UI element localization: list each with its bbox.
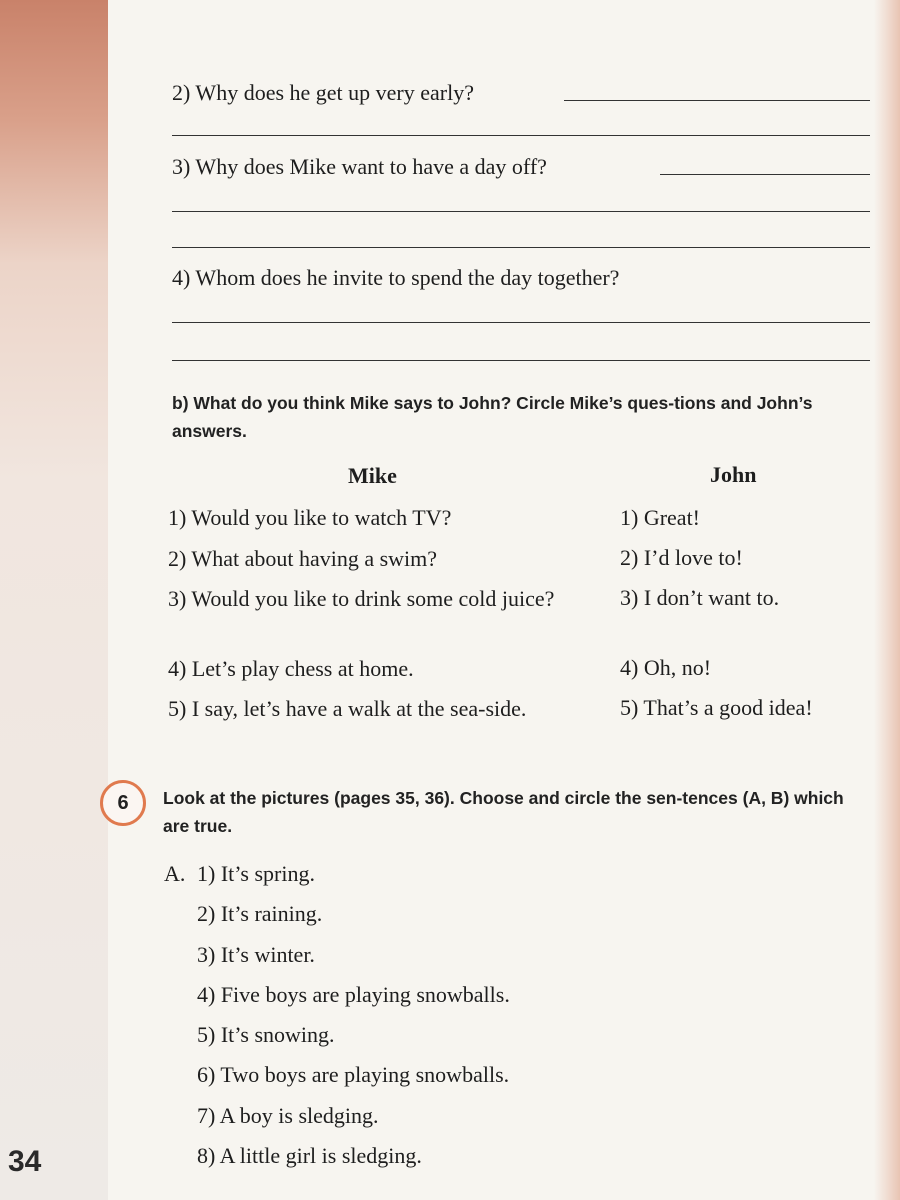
page-number: 34	[8, 1145, 42, 1178]
part-b-instruction: b) What do you think Mike says to John? Circle Mike’s ques-tions and John’s answers.	[172, 393, 813, 441]
answer-line[interactable]	[564, 100, 870, 101]
answer-line[interactable]	[172, 211, 870, 212]
mike-option[interactable]: 4) Let’s play chess at home.	[168, 656, 414, 681]
answer-line[interactable]	[172, 322, 870, 323]
answer-line[interactable]	[172, 360, 870, 361]
mike-option[interactable]: 3) Would you like to drink some cold juice?	[168, 586, 555, 611]
page-margin-strip	[0, 0, 108, 1200]
sentence-option[interactable]: 2) It’s raining.	[197, 901, 323, 926]
sentence-option[interactable]: 1) It’s spring.	[197, 861, 315, 886]
answer-line[interactable]	[172, 247, 870, 248]
mike-column-header: Mike	[348, 463, 397, 488]
sentence-option[interactable]: 3) It’s winter.	[197, 942, 315, 967]
mike-option[interactable]: 1) Would you like to watch TV?	[168, 505, 452, 530]
question-3: 3) Why does Mike want to have a day off?	[172, 154, 547, 179]
sentence-option[interactable]: 4) Five boys are playing snowballs.	[197, 982, 510, 1007]
john-option[interactable]: 4) Oh, no!	[620, 655, 712, 680]
mike-option[interactable]: 2) What about having a swim?	[168, 546, 438, 571]
john-option[interactable]: 5) That’s a good idea!	[620, 695, 813, 720]
answer-line[interactable]	[660, 174, 870, 175]
exercise-6-instruction: Look at the pictures (pages 35, 36). Choose and circle the sen-tences (A, B) which are true.	[163, 788, 844, 836]
john-option[interactable]: 1) Great!	[620, 505, 701, 530]
section-a-label: A.	[164, 861, 186, 886]
question-4: 4) Whom does he invite to spend the day together?	[172, 265, 620, 290]
sentence-option[interactable]: 8) A little girl is sledging.	[197, 1143, 422, 1168]
sentence-option[interactable]: 6) Two boys are playing snowballs.	[197, 1062, 510, 1087]
john-option[interactable]: 3) I don’t want to.	[620, 585, 780, 610]
john-column-header: John	[710, 462, 757, 487]
sentence-option[interactable]: 5) It’s snowing.	[197, 1022, 335, 1047]
question-2: 2) Why does he get up very early?	[172, 80, 474, 105]
sentence-option[interactable]: 7) A boy is sledging.	[197, 1103, 379, 1128]
john-option[interactable]: 2) I’d love to!	[620, 545, 743, 570]
exercise-number-badge: 6	[100, 780, 146, 826]
mike-option[interactable]: 5) I say, let’s have a walk at the sea-side.	[168, 696, 527, 721]
answer-line[interactable]	[172, 135, 870, 136]
